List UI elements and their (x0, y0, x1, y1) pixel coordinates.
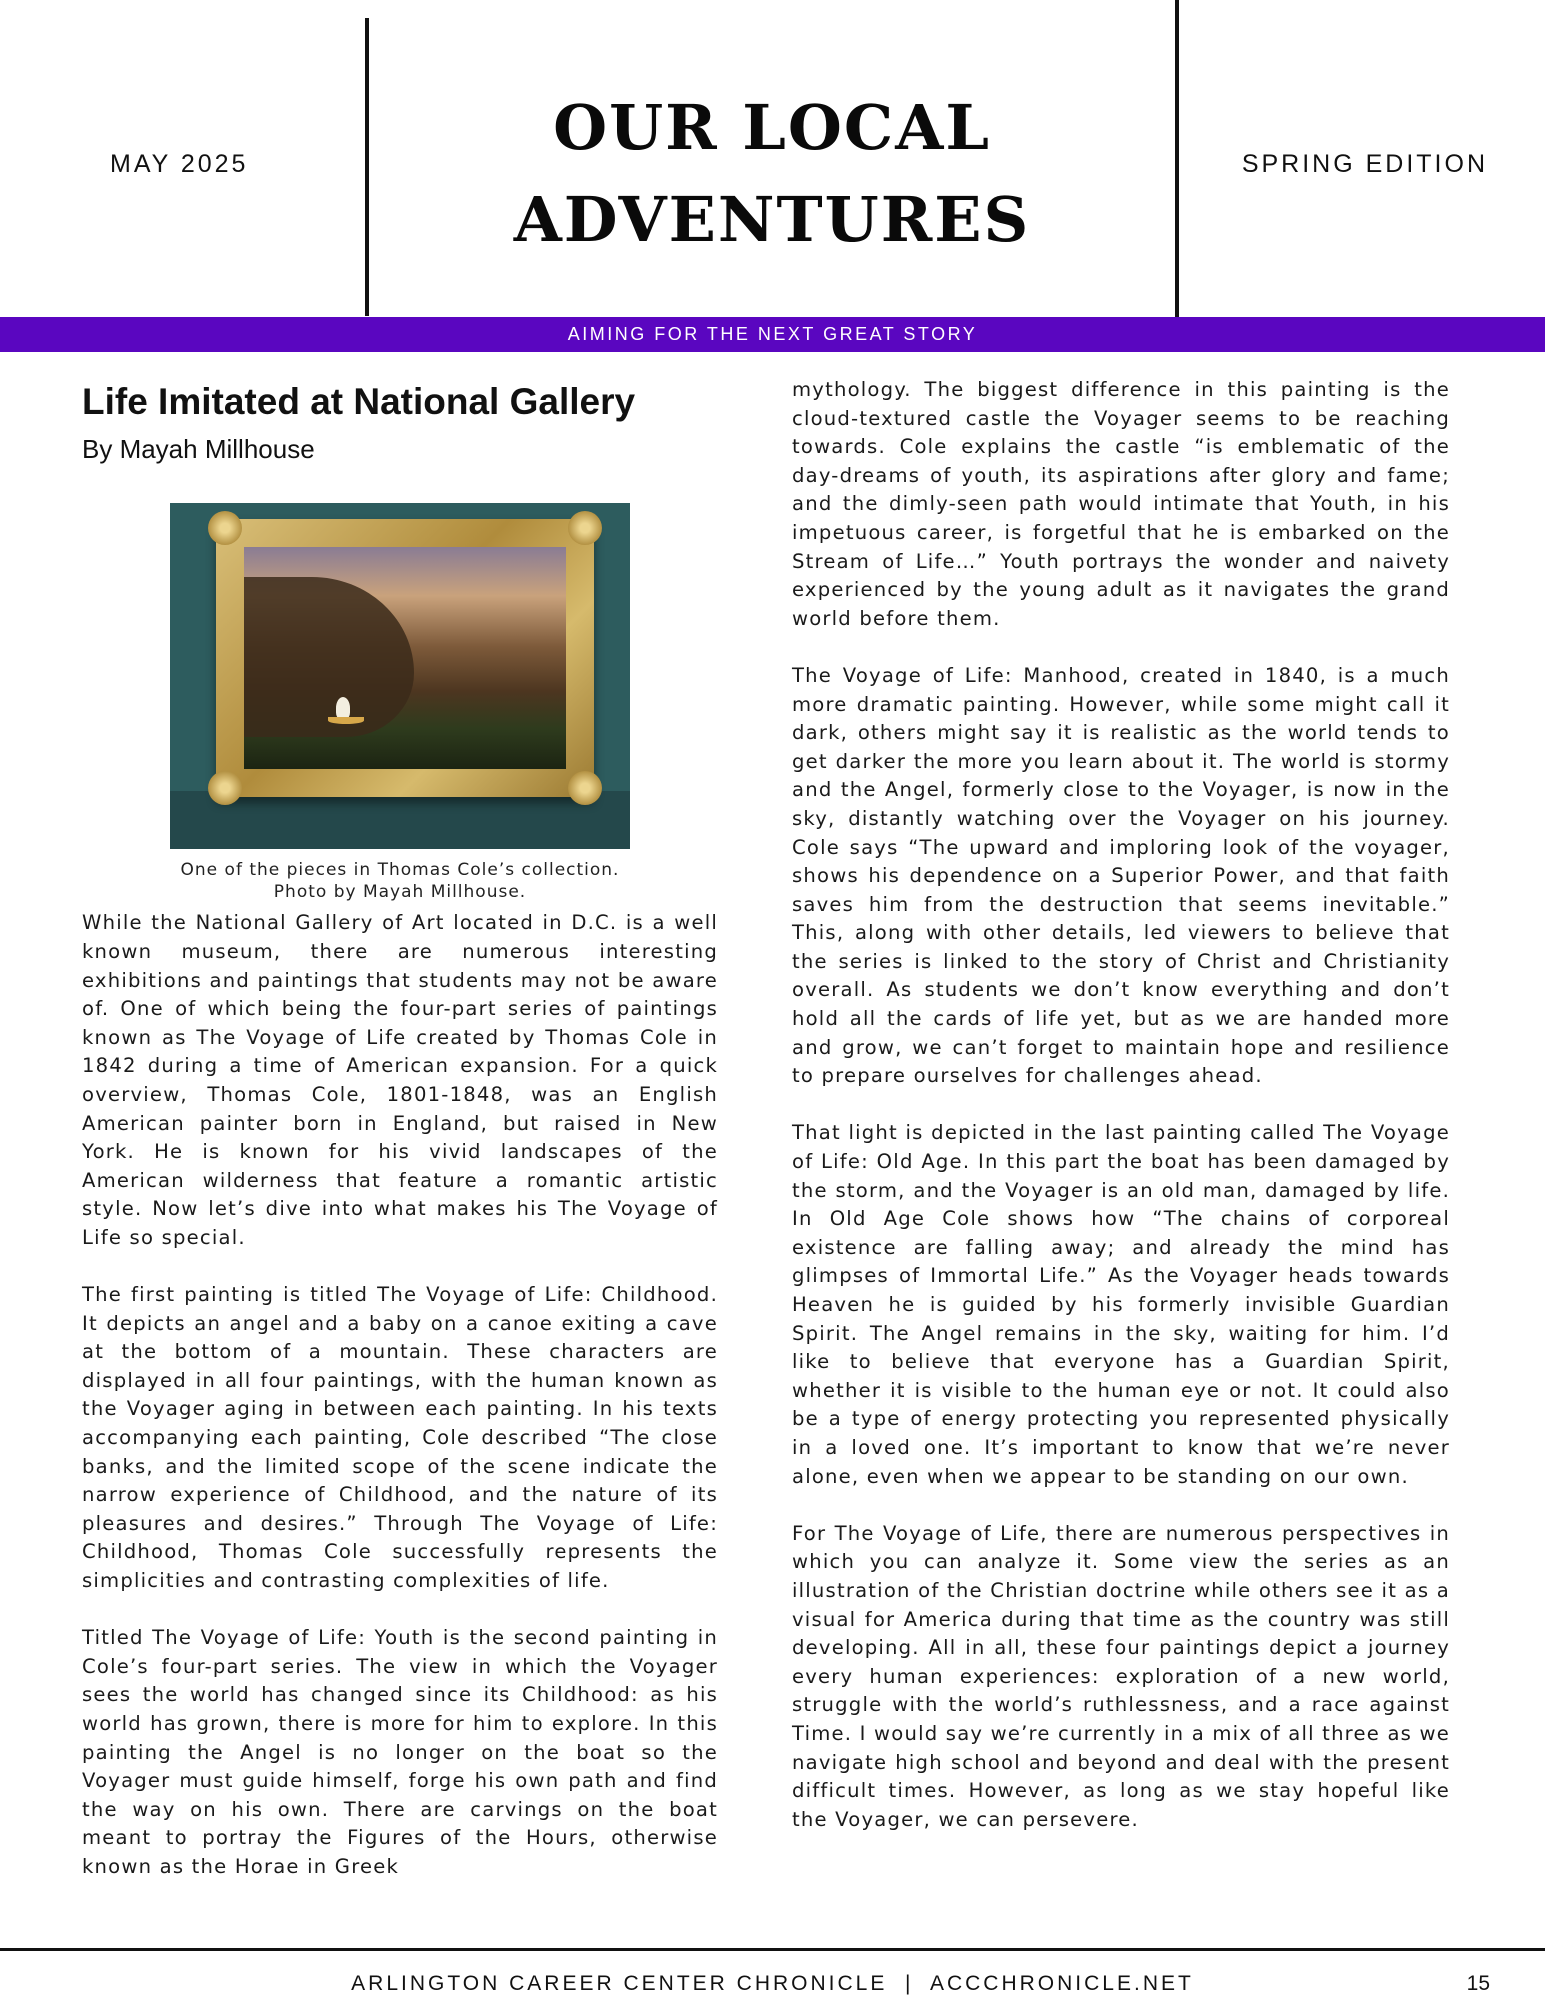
body-paragraph: mythology. The biggest difference in this painting is the cloud-textured castle the Voyager seems to be reaching towards. Cole explains the castle “is emblematic of the day-dreams of youth, its aspirations after glory and fame; and the dimly-seen path would intimate that Youth, in his impetuous career, is forgetful that he is embarked on the Stream of Life…” Youth portrays the wonder and naivety experienced by the young adult as it navigates the grand world before them. (792, 378, 1450, 630)
body-paragraph: Titled The Voyage of Life: Youth is the second painting in Cole’s four-part series. The view in which the Voyager sees the world has changed since its Childhood: as his world has grown, there is more for him to explore. In this painting the Angel is no longer on the boat so the Voyager must guide himself, forge his own path and find the way on his own. There are carvings on the boat meant to portray the Figures of the Hours, otherwise known as the Horae in Greek (82, 1626, 718, 1878)
article-body-right (792, 376, 1450, 1834)
painting-photo (170, 503, 630, 849)
article-body-left (82, 909, 718, 1881)
painting-angel (336, 697, 350, 719)
caption-credit: Photo by Mayah Millhouse. (273, 882, 527, 903)
masthead-divider-right (1175, 0, 1179, 336)
body-paragraph: While the National Gallery of Art located in D.C. is a well known museum, there are numerous interesting exhibitions and paintings that students may not be aware of. One of which being the four-part series of paintings known as The Voyage of Life created by Thomas Cole in 1842 during a time of American expansion. For a quick overview, Thomas Cole, 1801-1848, was an English American painter born in England, but raised in New York. He is known for his vivid landscapes of the American wilderness that feature a romantic artistic style. Now let’s dive into what makes his The Voyage of Life so special. (82, 911, 718, 1249)
article-headline: Life Imitated at National Gallery (82, 381, 636, 422)
newsletter-title-line1: OUR LOCAL (553, 91, 991, 164)
publication-footer: ARLINGTON CAREER CENTER CHRONICLE | ACCCHRONICLE.NET (351, 1972, 1194, 1995)
issue-date: MAY 2025 (110, 150, 249, 178)
body-paragraph: The first painting is titled The Voyage of Life: Childhood. It depicts an angel and a baby on a canoe exiting a cave at the bottom of a mountain. These characters are displayed in all four paintings, with the human known as the Voyager aging in between each painting. In his texts accompanying each painting, Cole described “The close banks, and the limited scope of the scene indicate the narrow experience of Childhood, and the nature of its pleasures and desires.” Through The Voyage of Life: Childhood, Thomas Cole successfully represents the simplicities and contrasting complexities of life. (82, 1283, 718, 1593)
footer-divider (0, 1948, 1545, 1951)
frame-ornament (568, 511, 602, 545)
photo-caption (82, 859, 718, 903)
newsletter-title (369, 82, 1175, 266)
masthead (0, 0, 1545, 355)
frame-ornament (208, 511, 242, 545)
painting-canvas (244, 547, 566, 769)
newsletter-title-line2: ADVENTURES (513, 183, 1031, 256)
article-figure (82, 503, 718, 903)
tagline-band: AIMING FOR THE NEXT GREAT STORY (0, 317, 1545, 352)
article-left-column (82, 380, 718, 1882)
body-paragraph: The Voyage of Life: Manhood, created in 1840, is a much more dramatic painting. However, while some might call it dark, others might say it is realistic as the world tends to get darker the more you learn about it. The world is stormy and the Angel, formerly close to the Voyager, is now in the sky, distantly watching over the Voyager on his journey. Cole says “The upward and imploring look of the voyager, shows his dependence on a Superior Power, and that faith saves him from the destruction that seems inevitable.” This, along with other details, led viewers to believe that the series is linked to the story of Christ and Christianity overall. As students we don’t know everything and don’t hold all the cards of life yet, but as we are handed more and grow, we can’t forget to maintain hope and resilience to prepare ourselves for challenges ahead. (792, 663, 1450, 1088)
painting-cliff (244, 577, 414, 737)
body-paragraph: That light is depicted in the last painting called The Voyage of Life: Old Age. In this part the boat has been damaged by the storm, and the Voyager is an old man, damaged by life. In Old Age Cole shows how “The chains of corporeal existence are falling away; and already the mind has glimpses of Immortal Life.” As the Voyager heads towards Heaven he is guided by his formerly invisible Guardian Spirit. The Angel remains in the sky, waiting for him. I’d like to believe that everyone has a Guardian Spirit, whether it is visible to the human eye or not. It could also be a type of energy protecting you represented physically in a loved one. It’s important to know that we’re never alone, even when we appear to be standing on our own. (792, 1121, 1450, 1488)
edition-label: SPRING EDITION (1241, 150, 1488, 178)
caption-line: One of the pieces in Thomas Cole’s collection. (180, 860, 620, 881)
body-paragraph: For The Voyage of Life, there are numerous perspectives in which you can analyze it. Some view the series as an illustration of the Christian doctrine while others see it as a visual for America during that time as the country was still developing. All in all, these four paintings depict a journey every human experiences: exploration of a new world, struggle with the world’s ruthlessness, and a race against Time. I would say we’re currently in a mix of all three as we navigate high school and beyond and deal with the present difficult times. However, as long as we stay hopeful like the Voyager, we can persevere. (792, 1521, 1450, 1831)
page-number: 15 (1466, 1972, 1490, 1995)
painting-frame (216, 519, 594, 797)
article-byline: By Mayah Millhouse (82, 434, 315, 465)
article-right-column (792, 376, 1450, 1834)
photo-wall-shade (170, 791, 630, 849)
